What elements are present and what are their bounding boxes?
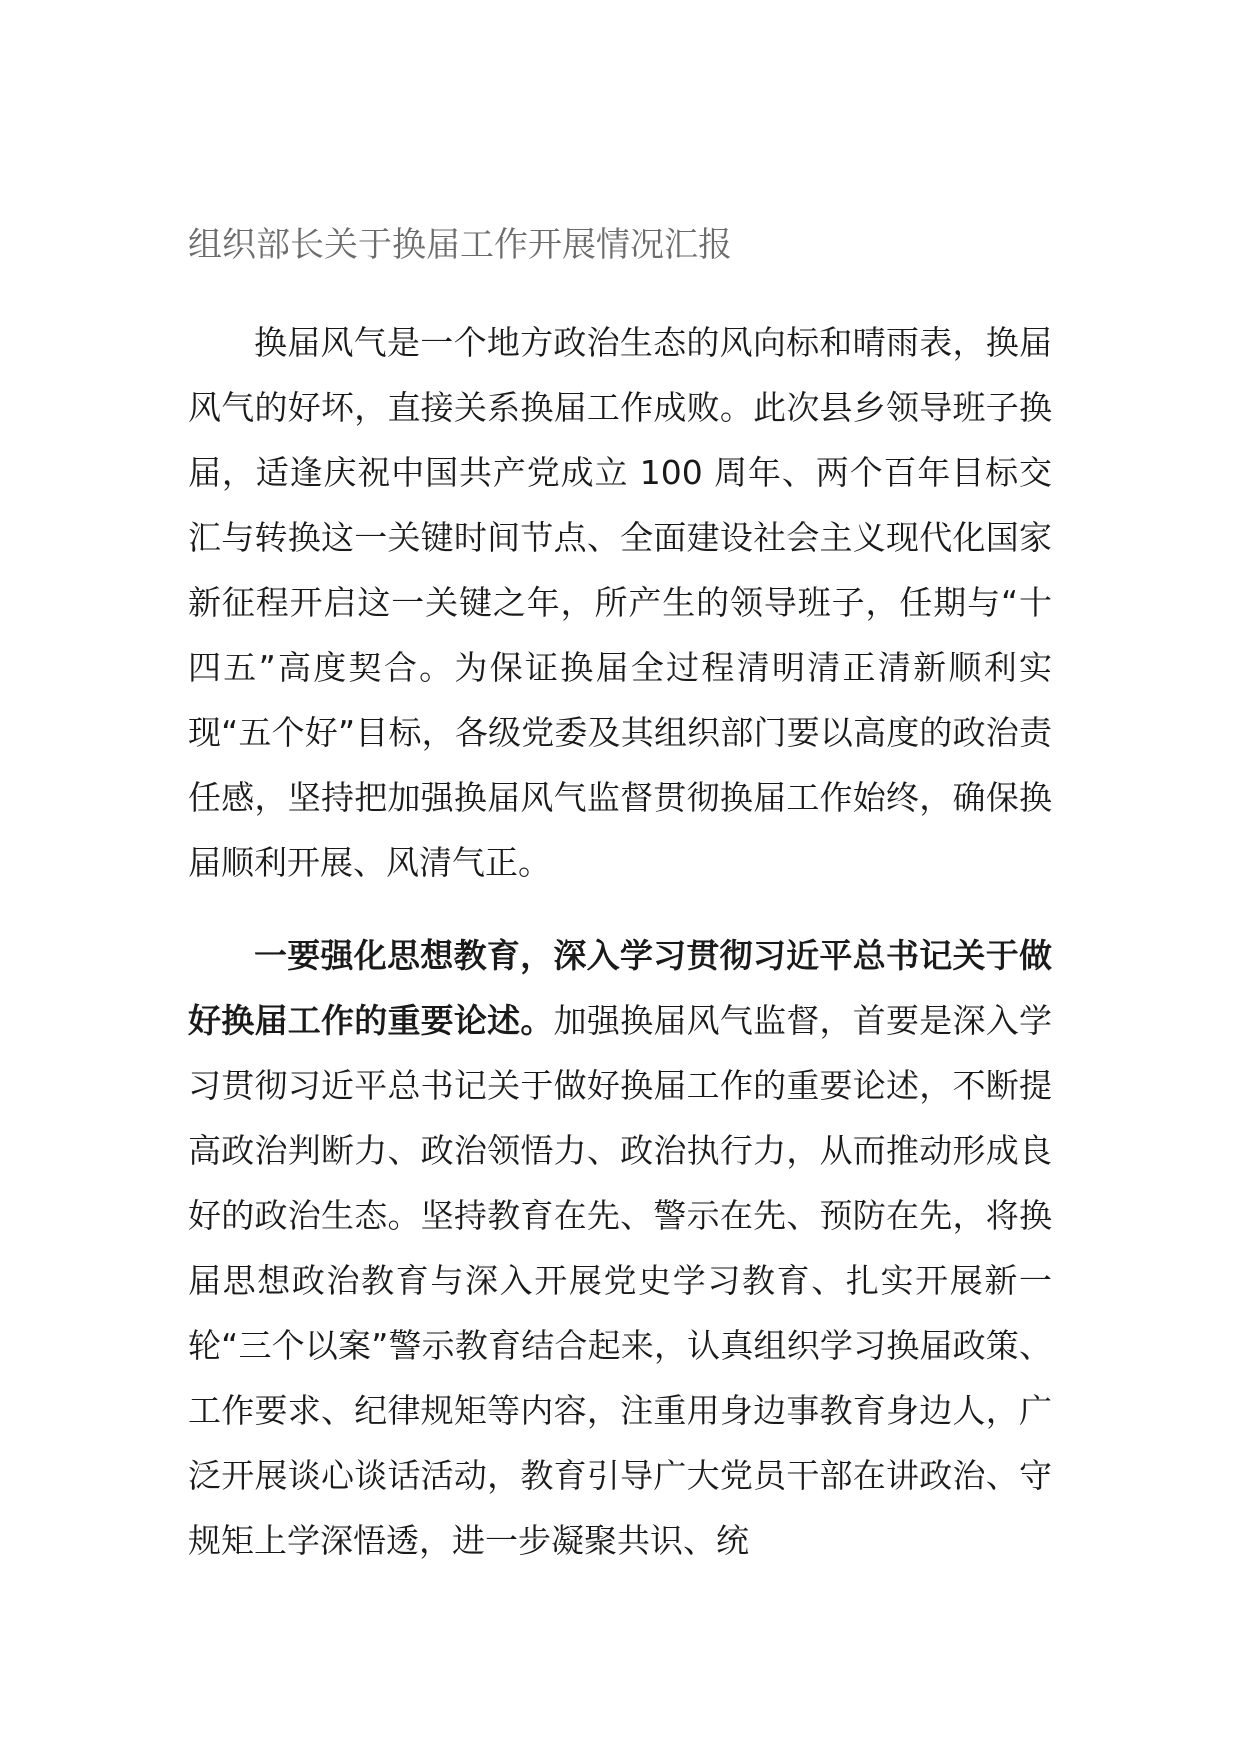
paragraph-intro: 换届风气是一个地方政治生态的风向标和晴雨表，换届风气的好坏，直接关系换届工作成败。此次县乡领导班子换届，适逢庆祝中国共产党成立 100 周年、两个百年目标交汇与转换这一关键时间节点、全面建设社会主义现代化国家新征程开启这一关键之年，所产生的领导班子，任期与“十四五”高度契合。为保证换届全过程清明清正清新顺利实现“五个好”目标，各级党委及其组织部门要以高度的政治责任感，坚持把加强换届风气监督贯彻换届工作始终，确保换届顺利开展、风清气正。 — [188, 323, 1052, 882]
section-one-body: 加强换届风气监督，首要是深入学习贯彻习近平总书记关于做好换届工作的重要论述，不断提高政治判断力、政治领悟力、政治执行力，从而推动形成良好的政治生态。坚持教育在先、警示在先、预防在先，将换届思想政治教育与深入开展党史学习教育、扎实开展新一轮“三个以案”警示教育结合起来，认真组织学习换届政策、工作要求、纪律规矩等内容，注重用身边事教育身边人，广泛开展谈心谈话活动，教育引导广大党员干部在讲政治、守规矩上学深悟透，进一步凝聚共识、统 — [188, 1001, 1053, 1560]
document-title: 组织部长关于换届工作开展情况汇报 — [188, 225, 732, 265]
paragraph-section-one — [188, 923, 1052, 1573]
section-one-heading: 一要强化思想教育，深入学习贯彻习近平总书记关于做好换届工作的重要论述。 — [188, 936, 1052, 1040]
